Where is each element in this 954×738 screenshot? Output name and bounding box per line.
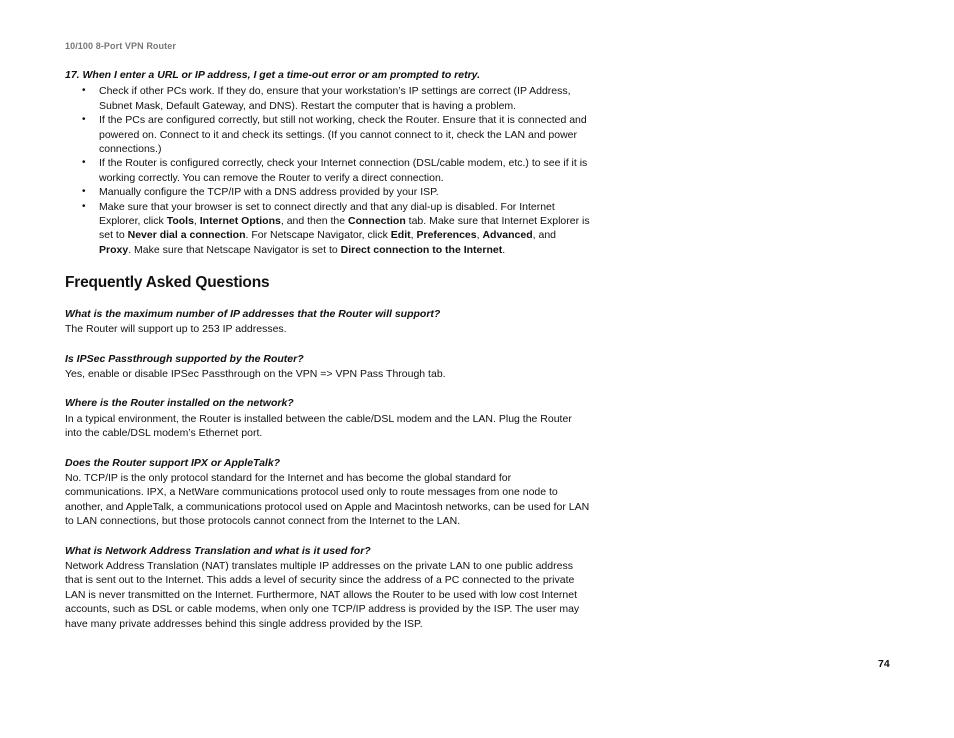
faq-question: Where is the Router installed on the network? [65,397,294,410]
bullet-text-run: , [410,229,417,242]
faq-question: Is IPSec Passthrough supported by the Router? [65,352,304,365]
bullet-text-run: If the PCs are configured correctly, but still not working, check the Router. Ensure that it is connected and powered on. Connect to it and check its settings. (If you cannot connect to it, check the LAN and power connections.) [99,114,587,156]
faq-answer: The Router will support up to 253 IP addresses. [65,323,287,336]
bullet-dot-icon: • [82,114,86,126]
bullet-text-run: , and then the [280,215,348,228]
bullet-item [65,185,590,199]
bold-term: Tools [166,215,194,228]
bullet-text-run: , [193,215,200,228]
bold-term: Direct connection to the Internet [340,243,503,256]
faq-question: What is Network Address Translation and what is it used for? [65,544,371,557]
bullet-text-run: . [502,243,506,256]
faq-list [65,307,590,631]
bold-term: Never dial a connection [127,229,246,242]
bullet-text-run: Make sure that your browser is set to connect directly and that any dial-up is disabled. For Internet Explorer, click [99,200,555,228]
faq-question: What is the maximum number of IP addresses that the Router will support? [65,307,441,320]
faq-question: Does the Router support IPX or AppleTalk? [65,456,281,469]
faq-item [65,352,590,382]
faq-item [65,544,590,631]
faq-section-title: Frequently Asked Questions [65,274,270,292]
page-content [65,68,590,646]
faq-item [65,396,590,440]
bullet-item [65,200,590,258]
bullet-dot-icon: • [82,200,86,212]
faq-answer: Network Address Translation (NAT) translates multiple IP addresses on the private LAN to one public address that is sent out to the Internet. This adds a level of security since the address of a PC connected to the private LAN is never transmitted on the Internet. Furthermore, NAT allows the Router to be used with low cost Internet accounts, such as DSL or cable modems, when only one TCP/IP address is provided by the ISP. The user may have many private addresses behind this single address provided by the ISP. [65,559,580,630]
bold-term: Internet Options [199,215,281,228]
bullet-item [65,113,590,156]
bullet-dot-icon: • [82,157,86,169]
bullet-text [99,84,590,113]
bullet-text-run: , [476,229,483,242]
faq-item [65,456,590,529]
bold-term: Proxy [99,243,129,256]
bullet-dot-icon: • [82,85,86,97]
bold-term: Edit [390,229,411,242]
bullet-text-run: Manually configure the TCP/IP with a DNS address provided by your ISP. [99,186,439,199]
bullet-text-run: . For Netscape Navigator, click [245,229,391,242]
troubleshooting-item-title: 17. When I enter a URL or IP address, I get a time-out error or am prompted to retry. [65,69,481,81]
bullet-text-run: Check if other PCs work. If they do, ensure that your workstation’s IP settings are correct (IP Address, Subnet Mask, Default Gateway, and DNS). Restart the computer that is having a problem. [99,85,571,112]
bullet-text-run: If the Router is configured correctly, check your Internet connection (DSL/cable modem, etc.) to see if it is working correctly. You can remove the Router to verify a direct connection. [99,157,588,184]
running-header: 10/100 8-Port VPN Router [65,41,176,51]
troubleshooting-bullet-list [65,84,590,257]
faq-answer: No. TCP/IP is the only protocol standard for the Internet and has become the global standard for communications. IPX, a NetWare communications protocol used only to route messages from one node to another, and AppleTalk, a communications protocol used on Apple and Macintosh networks, can be used for LAN to LAN connections, but those protocols cannot connect from the Internet to the LAN. [65,471,590,528]
bold-term: Connection [348,215,406,228]
bullet-text [99,113,590,156]
bullet-text [99,200,590,258]
bullet-item [65,156,590,185]
bullet-text-run: tab. Make sure that Internet Explorer is set to [99,215,590,242]
bullet-text [99,185,590,199]
bold-term: Advanced [482,229,533,242]
faq-item [65,307,590,337]
bullet-text-run: . Make sure that Netscape Navigator is set to [128,243,341,256]
faq-answer: In a typical environment, the Router is installed between the cable/DSL modem and the LAN. Plug the Router into the cable/DSL modem’s Ethernet port. [65,412,572,440]
faq-answer: Yes, enable or disable IPSec Passthrough on the VPN => VPN Pass Through tab. [65,367,446,380]
page-number: 74 [878,658,890,670]
bold-term: Preferences [416,229,477,242]
bullet-item [65,84,590,113]
bullet-dot-icon: • [82,186,86,198]
bullet-text [99,156,590,185]
bullet-text-run: , and [532,229,556,242]
